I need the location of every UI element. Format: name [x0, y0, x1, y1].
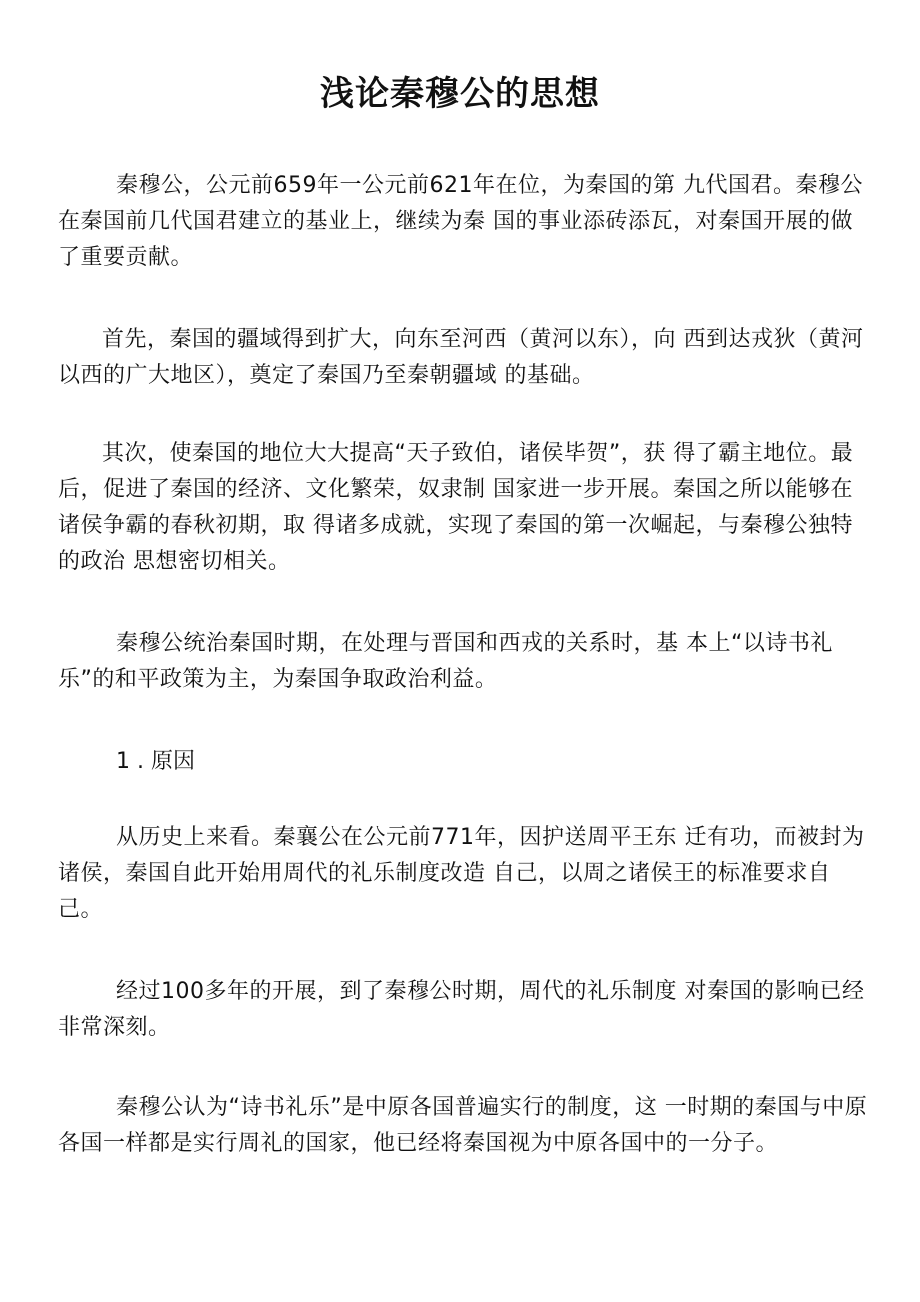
document-title: 浅论秦穆公的思想: [320, 74, 600, 114]
paragraph-intro: 秦穆公，公元前659年一公元前621年在位，为秦国的第 九代国君。秦穆公在秦国前几代国君建立的基业上，继续为秦 国的事业添砖添瓦，对秦国开展的做了重要贡献。: [58, 173, 863, 270]
paragraph-influence: 经过100多年的开展，到了秦穆公时期，周代的礼乐制度 对秦国的影响已经非常深刻。: [58, 979, 865, 1040]
paragraph-policy: 秦穆公统治秦国时期，在处理与晋国和西戎的关系时，基 本上“以诗书礼乐”的和平政策为主，为秦国争取政治利益。: [58, 631, 833, 692]
paragraph-territory: 首先，秦国的疆域得到扩大，向东至河西（黄河以东），向 西到达戎狄（黄河以西的广大地区），奠定了秦国乃至秦朝疆域 的基础。: [58, 327, 864, 388]
paragraph-status: 其次，使秦国的地位大大提高“天子致伯，诸侯毕贺”，获 得了霸主地位。最后，促进了秦国的经济、文化繁荣，奴隶制 国家进一步开展。秦国之所以能够在诸侯争霸的春秋初期，取 得诸多成就，实现了秦国的第一次崛起，与秦穆公独特的政治 思想密切相关。: [58, 441, 854, 574]
section-heading: 1 . 原因: [116, 749, 195, 774]
paragraph-history: 从历史上来看。秦襄公在公元前771年，因护送周平王东 迁有功，而被封为诸侯，秦国自此开始用周代的礼乐制度改造 自己，以周之诸侯王的标准要求自己。: [58, 825, 865, 922]
paragraph-view: 秦穆公认为“诗书礼乐”是中原各国普遍实行的制度，这 一时期的秦国与中原各国一样都是实行周礼的国家，他已经将秦国视为中原各国中的一分子。: [58, 1095, 868, 1156]
